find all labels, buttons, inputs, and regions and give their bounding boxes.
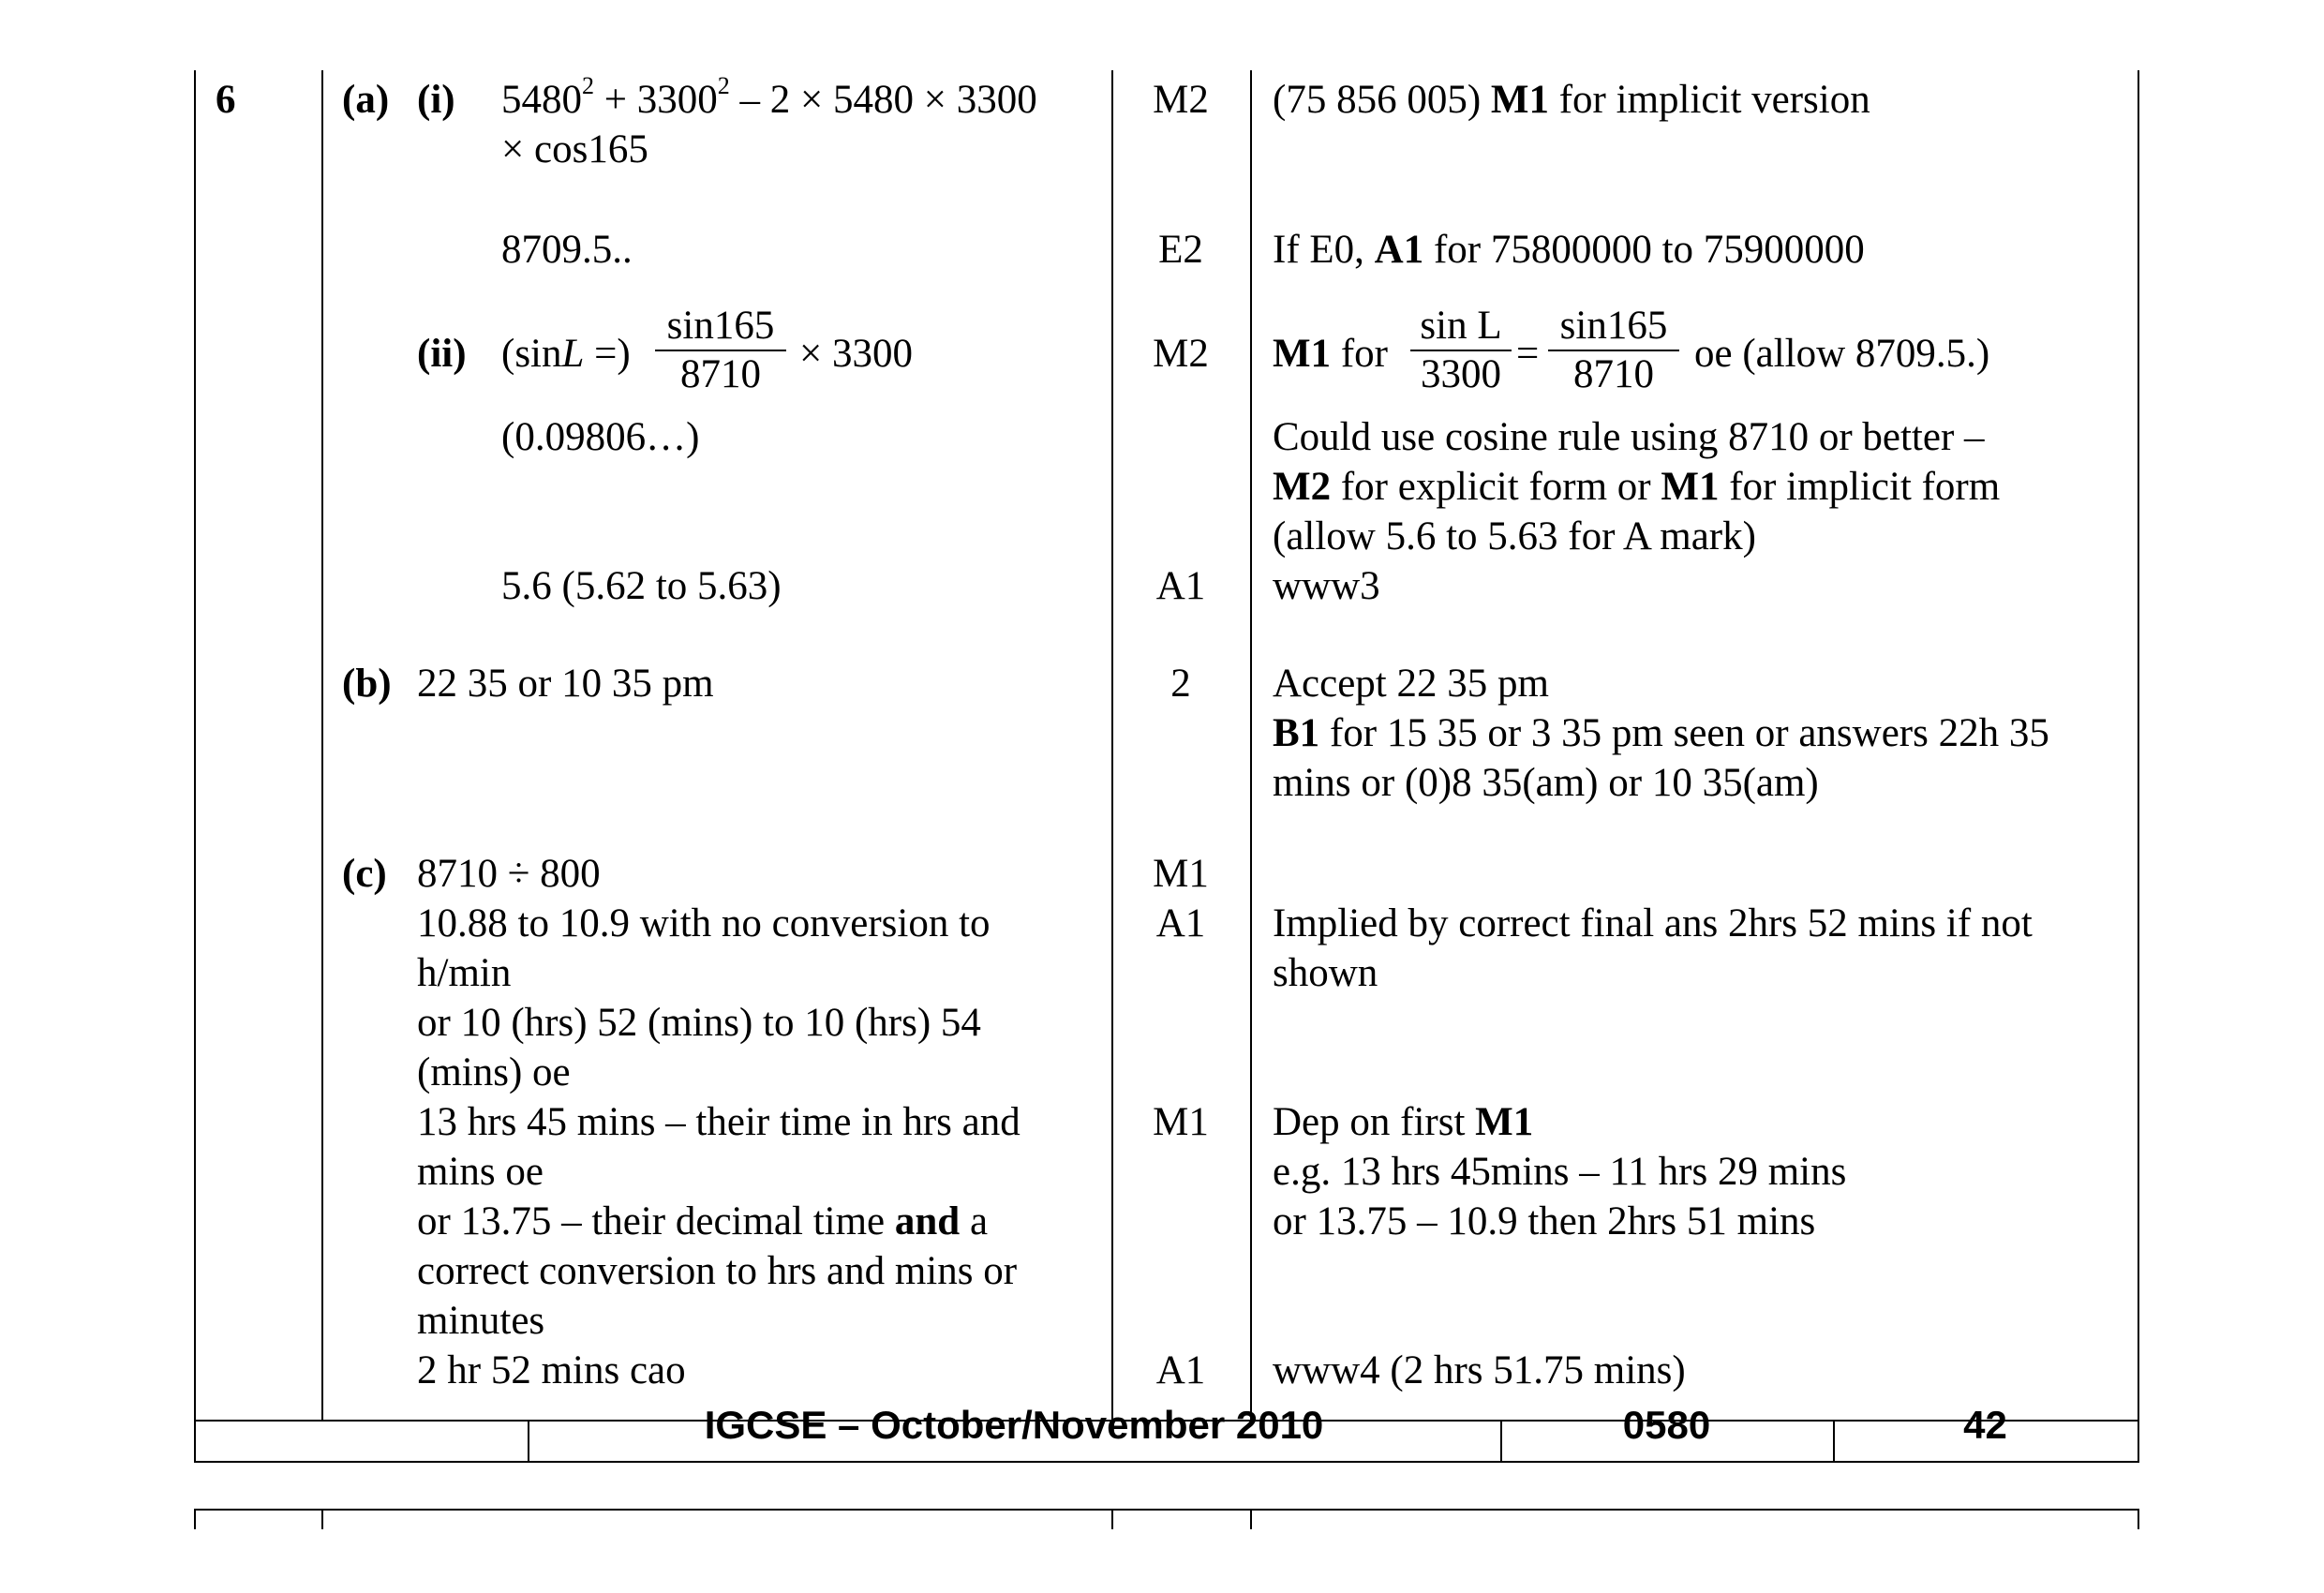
a-i-answer-2: 8709.5.. [501,228,633,272]
part-a-ii-label: (ii) [417,332,467,376]
c-line9: correct conversion to hrs and mins or [417,1249,1018,1293]
b-answer: 22 35 or 10 35 pm [417,662,714,706]
a-i-note-1: (75 856 005) M1 for implicit version [1273,78,1870,122]
c-mark-3: M1 [1153,1100,1209,1144]
c-line10: minutes [417,1299,545,1343]
c-line8: or 13.75 – their decimal time and a [417,1199,989,1243]
b-note-line1: Accept 22 35 pm [1273,662,1549,706]
question-number: 6 [216,78,236,122]
c-note-a1-line1: Implied by correct final ans 2hrs 52 mins if not [1273,901,2033,945]
part-c-label: (c) [342,852,387,896]
right-border [2138,70,2139,1463]
a-ii-note-fraction-1-numerator: sin L [1410,303,1512,351]
a-ii-note-fraction-1-denominator: 3300 [1421,352,1501,396]
a-i-mark-1: M2 [1153,78,1209,122]
c-line3: h/min [417,951,512,995]
left-border [194,70,196,1463]
c-line11: 2 hr 52 mins cao [417,1348,686,1392]
next-left-border [194,1509,196,1529]
a-ii-note-fraction-2 [1548,303,1679,398]
c-mark-4: A1 [1155,1348,1206,1392]
c-line6: 13 hrs 45 mins – their time in hrs and [417,1100,1020,1144]
a-ii-note-line2: Could use cosine rule using 8710 or better – [1273,415,1985,459]
b-note-line2: B1 for 15 35 or 3 35 pm seen or answers 22h 35 [1273,711,2049,755]
a-i-note-2: If E0, A1 for 75800000 to 75900000 [1273,228,1865,272]
c-mark-1: M1 [1153,852,1209,896]
a-ii-times: × 3300 [799,332,914,376]
a-ii-note-www: www3 [1273,564,1380,608]
a-ii-note-for: M1 for [1273,332,1388,376]
a-i-expression-line1: $5480^2 + 3300^2 - 2 \times 5480 \times 3300$ [501,72,1037,122]
a-ii-prefix: (sinL =) [501,332,631,376]
next-divider-1 [321,1509,323,1529]
question-column-divider [321,70,323,1422]
c-note-a1-line2: shown [1273,951,1378,995]
part-a-i-label: (i) [417,78,455,122]
b-note-line3: mins or (0)8 35(am) or 10 35(am) [1273,761,1819,805]
next-divider-3 [1250,1509,1252,1529]
footer-paper: 42 [1963,1403,2007,1447]
a-ii-note-line3: M2 for explicit form or M1 for implicit form [1273,465,2001,509]
a-ii-note-suffix: oe (allow 8709.5.) [1694,332,1990,376]
a-ii-mark-1: M2 [1153,332,1209,376]
part-b-label: (b) [342,662,392,706]
a-ii-note-fraction-2-numerator: sin165 [1548,303,1679,351]
footer-bottom-line [194,1461,2139,1463]
next-right-border [2138,1509,2139,1529]
next-table-top-line [194,1509,2139,1511]
b-mark: 2 [1170,662,1191,706]
c-note-m1-line3: or 13.75 – 10.9 then 2hrs 51 mins [1273,1199,1816,1243]
a-ii-note-fraction-2-denominator: 8710 [1573,352,1654,396]
c-line1: 8710 ÷ 800 [417,852,601,896]
mark-column-divider [1250,70,1252,1422]
a-ii-fraction [655,303,786,398]
footer-syllabus: 0580 [1622,1403,1711,1447]
footer-exam-title: IGCSE – October/November 2010 [704,1403,1324,1447]
c-note-www: www4 (2 hrs 51.75 mins) [1273,1348,1686,1392]
a-ii-answer-2: 5.6 (5.62 to 5.63) [501,564,782,608]
a-i-mark-2: E2 [1158,228,1203,272]
c-line2: 10.88 to 10.9 with no conversion to [417,901,991,945]
a-ii-mark-2: A1 [1155,564,1206,608]
c-line5: (mins) oe [417,1050,571,1094]
c-note-m1-line1: Dep on first M1 [1273,1100,1534,1144]
c-line7: mins oe [417,1150,544,1194]
a-ii-note-fraction-1 [1410,303,1512,398]
a-ii-note-equals: = [1516,332,1540,376]
c-mark-2: A1 [1155,901,1206,945]
a-ii-fraction-denominator: 8710 [680,352,761,396]
next-divider-2 [1111,1509,1113,1529]
a-ii-line2: (0.09806…) [501,415,700,459]
a-ii-note-line4: (allow 5.6 to 5.63 for A mark) [1273,514,1756,558]
a-i-expression-line2: × cos165 [501,127,648,171]
c-line4: or 10 (hrs) 52 (mins) to 10 (hrs) 54 [417,1001,981,1045]
part-a-label: (a) [342,78,390,122]
c-note-m1-line2: e.g. 13 hrs 45mins – 11 hrs 29 mins [1273,1150,1847,1194]
a-ii-fraction-numerator: sin165 [655,303,786,351]
